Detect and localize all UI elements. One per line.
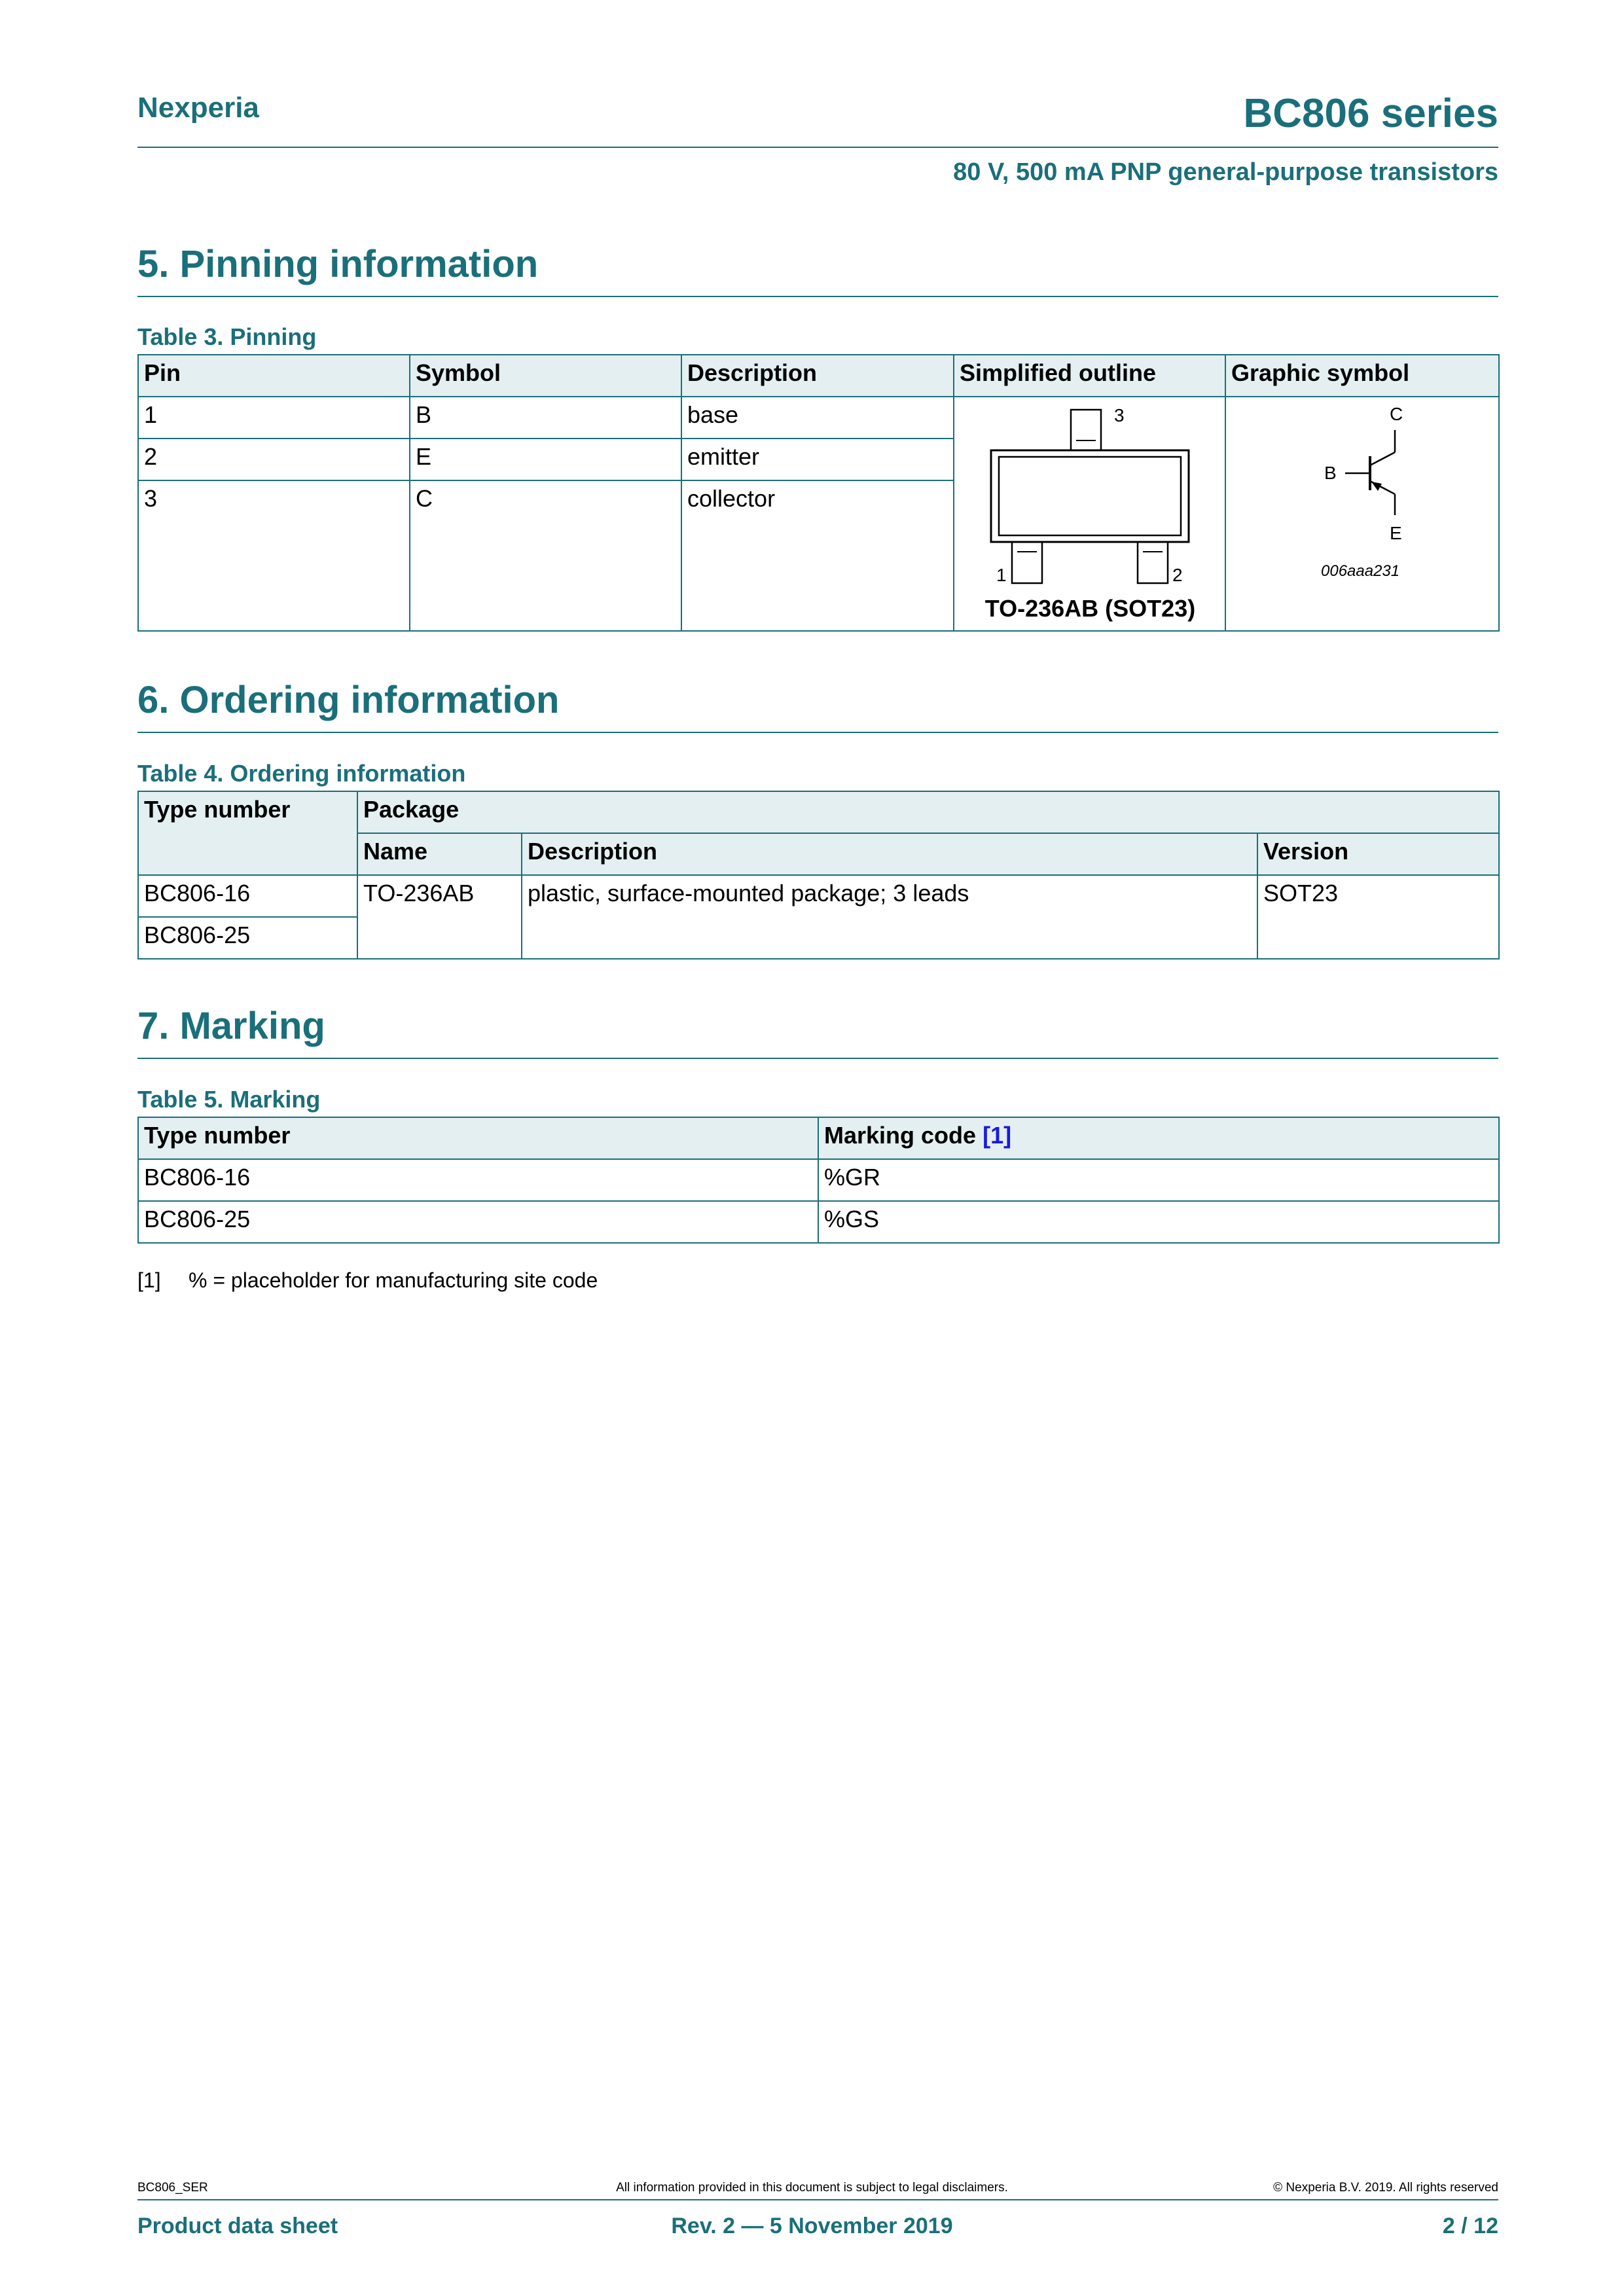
marking-code-cell: %GR	[818, 1159, 1499, 1201]
footer-divider	[137, 2199, 1498, 2200]
footer-doc-id: BC806_SER	[137, 2181, 208, 2195]
graphic-symbol-cell	[1225, 397, 1499, 631]
footer-revision: Rev. 2 — 5 November 2019	[671, 2214, 953, 2238]
table-row	[138, 1159, 1499, 1201]
package-label: TO-236AB (SOT23)	[984, 595, 1196, 622]
footnote-reference-link[interactable]: [1]	[983, 1122, 1012, 1149]
pin-cell: 3	[138, 480, 410, 631]
section-heading-pinning: 5. Pinning information	[137, 243, 539, 285]
package-description-cell: plastic, surface-mounted package; 3 leads	[522, 875, 1257, 959]
col-header-package: Package	[357, 791, 1499, 833]
section-divider	[137, 732, 1498, 733]
header-divider	[137, 147, 1498, 148]
pin-cell: 1	[138, 397, 410, 439]
outline-pin-label: 1	[996, 565, 1007, 585]
marking-code-cell: %GS	[818, 1201, 1499, 1243]
col-header-description: Description	[522, 833, 1257, 875]
document-subtitle: 80 V, 500 mA PNP general-purpose transistors	[953, 158, 1498, 186]
col-header-description: Description	[681, 355, 954, 397]
symbol-label-base: B	[1324, 463, 1337, 483]
col-header-type-number: Type number	[138, 791, 357, 875]
section-divider	[137, 296, 1498, 297]
footer-copyright: © Nexperia B.V. 2019. All rights reserved	[1273, 2181, 1498, 2195]
outline-pin-label: 2	[1172, 565, 1183, 585]
col-header-type-number: Type number	[138, 1117, 818, 1159]
table-caption-marking: Table 5. Marking	[137, 1086, 321, 1113]
col-header-pin: Pin	[138, 355, 410, 397]
sot23-outline-drawing	[954, 397, 1226, 594]
footer-doc-type: Product data sheet	[137, 2214, 338, 2238]
document-title: BC806 series	[1243, 91, 1498, 136]
marking-code-label: Marking code	[824, 1122, 977, 1149]
description-cell: collector	[681, 480, 954, 631]
symbol-label-collector: C	[1390, 404, 1403, 424]
table-row	[138, 875, 1499, 917]
package-name-cell: TO-236AB	[357, 875, 522, 959]
section-heading-ordering: 6. Ordering information	[137, 679, 560, 721]
pinning-table	[137, 354, 1500, 632]
col-header-symbol: Symbol	[410, 355, 681, 397]
section-divider	[137, 1058, 1498, 1059]
marking-table	[137, 1117, 1500, 1244]
col-header-graphic-symbol: Graphic symbol	[1225, 355, 1499, 397]
col-header-marking-code	[818, 1117, 1499, 1159]
description-cell: base	[681, 397, 954, 439]
symbol-label-emitter: E	[1390, 523, 1402, 543]
section-heading-marking: 7. Marking	[137, 1005, 325, 1047]
table-row	[138, 397, 1499, 439]
type-number-cell: BC806-16	[138, 875, 357, 917]
ordering-table	[137, 791, 1500, 960]
footnote-text: % = placeholder for manufacturing site code	[189, 1268, 598, 1292]
symbol-cell: E	[410, 439, 681, 480]
symbol-cell: B	[410, 397, 681, 439]
description-cell: emitter	[681, 439, 954, 480]
col-header-name: Name	[357, 833, 522, 875]
outline-cell	[954, 397, 1225, 631]
table-caption-ordering: Table 4. Ordering information	[137, 760, 466, 787]
type-number-cell: BC806-25	[138, 1201, 818, 1243]
company-name: Nexperia	[137, 92, 259, 124]
pnp-transistor-symbol	[1226, 397, 1500, 630]
footer-page-number: 2 / 12	[1442, 2214, 1498, 2238]
figure-code: 006aaa231	[1321, 562, 1400, 580]
package-version-cell: SOT23	[1257, 875, 1499, 959]
type-number-cell: BC806-16	[138, 1159, 818, 1201]
col-header-simplified-outline: Simplified outline	[954, 355, 1225, 397]
footnote-number: [1]	[137, 1268, 161, 1292]
table-caption-pinning: Table 3. Pinning	[137, 323, 317, 350]
pin-cell: 2	[138, 439, 410, 480]
footer-disclaimer: All information provided in this document is subject to legal disclaimers.	[616, 2181, 1008, 2195]
outline-pin-label: 3	[1114, 405, 1125, 425]
symbol-cell: C	[410, 480, 681, 631]
col-header-version: Version	[1257, 833, 1499, 875]
type-number-cell: BC806-25	[138, 917, 357, 959]
table-row	[138, 1201, 1499, 1243]
